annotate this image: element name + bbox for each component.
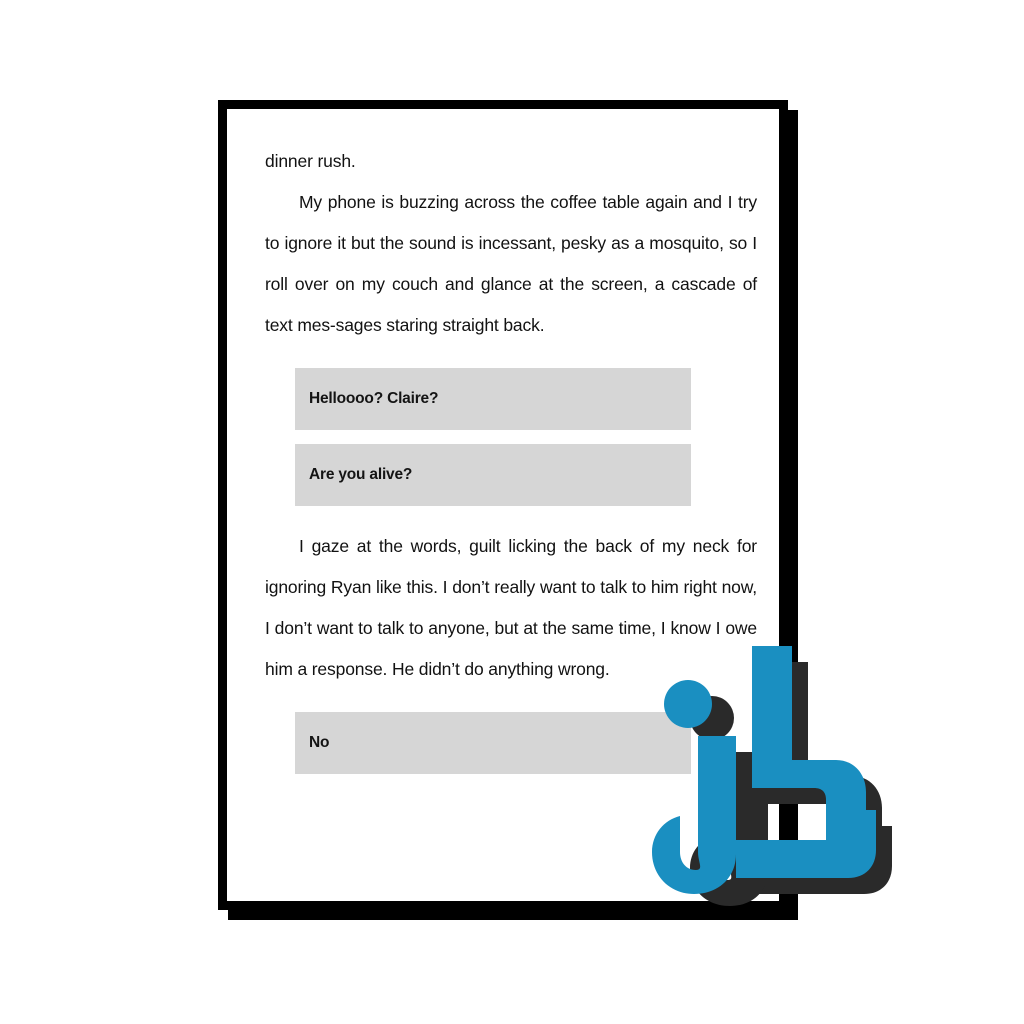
- paragraph-3: I gaze at the words, guilt licking the back of my neck for ignoring Ryan like this. I don’t really want to talk to him right now, I don’t want to talk to anyone, but at the same time, I know I owe him a response. He didn’t do anything wrong.: [265, 536, 757, 679]
- spacer-before-last-message: [265, 690, 757, 712]
- page-content: [265, 141, 757, 883]
- message-bubble: [295, 444, 691, 506]
- spacer-between-messages: [265, 430, 757, 444]
- message-bubble: [295, 368, 691, 430]
- message-text: Are you alive?: [309, 466, 413, 483]
- paragraph-2: My phone is buzzing across the coffee table again and I try to ignore it but the sound is incessant, pesky as a mosquito, so I roll over on my couch and glance at the screen, a cascade of text mes-sages staring straight back.: [265, 192, 757, 335]
- spacer-before-messages: [265, 346, 757, 368]
- message-text: No: [309, 734, 330, 751]
- paragraph-1: dinner rush.: [265, 151, 356, 171]
- book-page: [218, 100, 788, 910]
- message-text: Helloooo? Claire?: [309, 390, 439, 407]
- spacer-after-messages: [265, 506, 757, 526]
- message-bubble: [295, 712, 691, 774]
